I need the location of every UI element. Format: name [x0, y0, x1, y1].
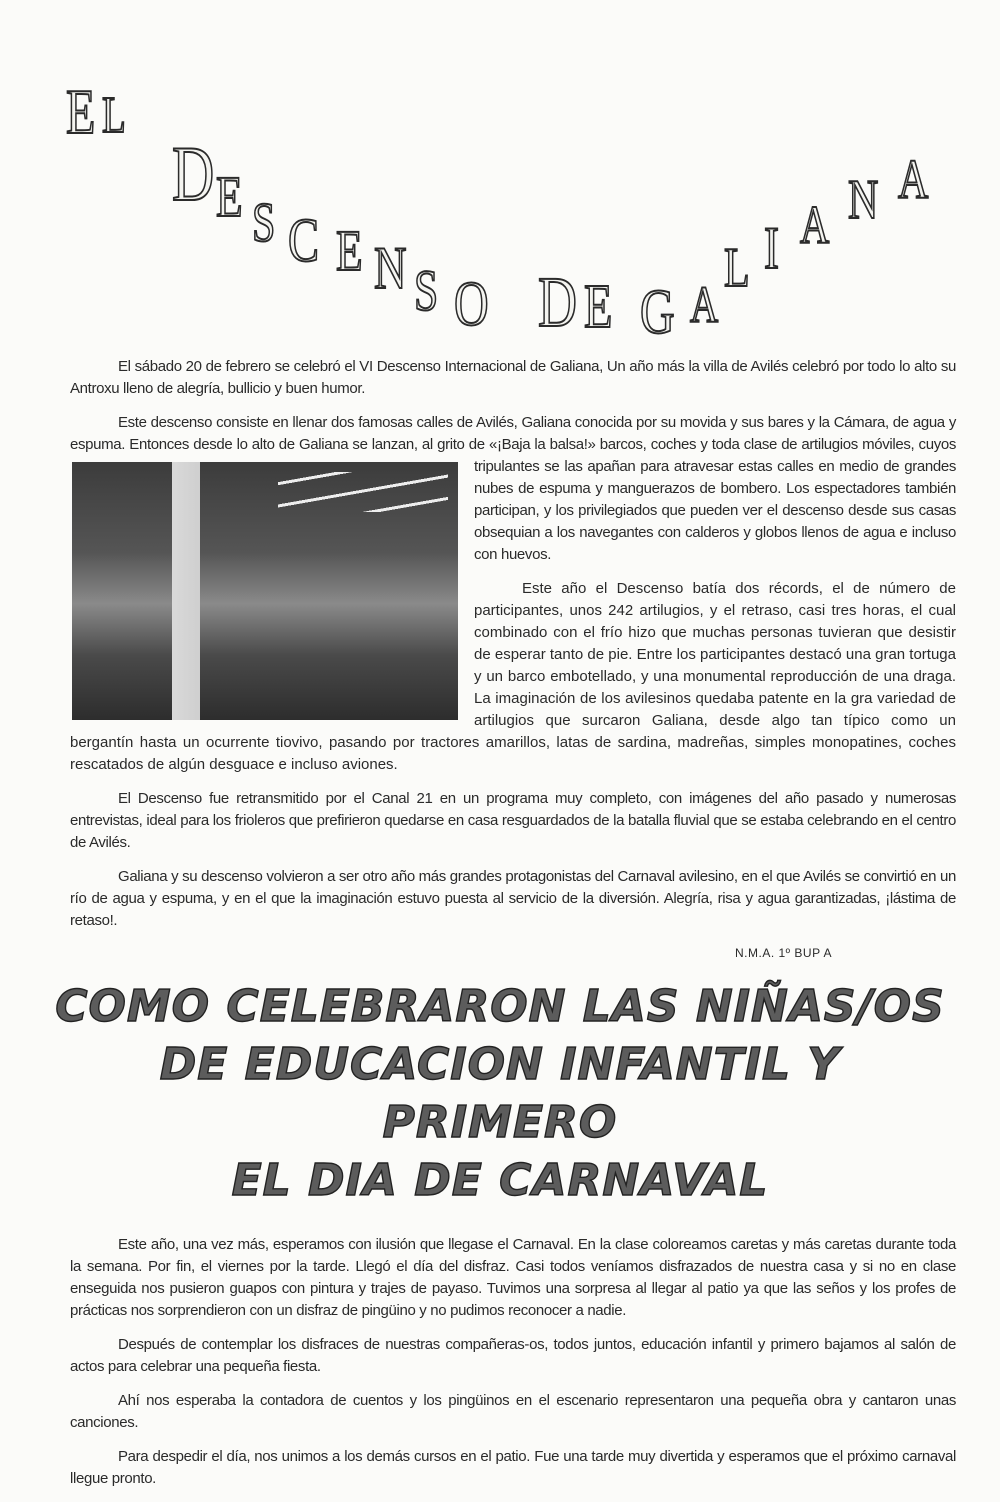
paragraph: Ahí nos esperaba la contadora de cuentos y los pingüinos en el escenario representaron una pequeña obra y cantaron unas canciones. [70, 1392, 956, 1431]
title-letter: N [374, 235, 407, 301]
title-letter: A [800, 195, 830, 255]
paragraph: Galiana y su descenso volvieron a ser otro año más grandes protagonistas del Carnaval avilesino, en el que Avilés se convirtió en un río de agua y espuma, y en el que la imaginación estuvo puesta al servicio de la diversión. Alegría, risa y agua garantizadas, ¡lástima de retaso!. [70, 868, 956, 929]
paragraph: Después de contemplar los disfraces de nuestras compañeras-os, todos juntos, educación infantil y primero bajamos al salón de actos para celebrar una pequeña fiesta. [70, 1336, 956, 1375]
author-signature: N.M.A. 1º BUP A [735, 946, 833, 960]
title-letter: C [288, 207, 320, 275]
paragraph: El sábado 20 de febrero se celebró el VI Descenso Internacional de Galiana, Un año más la villa de Avilés celebró por todo lo alto su Antroxu lleno de alegría, bullicio y buen humor. [70, 358, 956, 397]
title-letter: L [724, 237, 750, 299]
title-letter: D [538, 262, 577, 342]
headline-line: DE EDUCACION INFANTIL Y PRIMERO [159, 1039, 841, 1148]
paragraph: Este descenso consiste en llenar dos famosas calles de Avilés, Galiana conocida por su movida y sus bares y la Cámara, de agua y espuma. Entonces desde lo alto de Galiana se lanzan, al grito de «¡Baja la balsa!» barcos, coches y toda clase de artilugios móviles, cuyos tripulantes se las apañan para atravesar estas calles en medio de grandes nubes de espuma y manguerazos de bombero. Los espectadores también participan, y los privilegiados que pueden ver el descenso desde sus casas obsequian a los navegantes con calderos y globos llenos de agua e incluso con huevos. [70, 414, 956, 563]
title-letter: L [102, 87, 126, 144]
article-carnaval [70, 1234, 956, 1490]
title-letter: I [764, 215, 779, 281]
carnival-photo [72, 462, 458, 720]
title-letter: O [454, 268, 489, 339]
paragraph: Este año, una vez más, esperamos con ilusión que llegase el Carnaval. En la clase coloreamos caretas y más caretas durante toda la semana. Por fin, el viernes por la tarde. Llegó el día del disfraz. Casi todos veníamos disfrazados de nuestra casa y si no en clase enseguida nos pusieron guapos con pintura y trajes de payaso. Tuvimos una sorpresa al llegar al patio ya que las seños y los profes de prácticas nos sorprendieron con un disfraz de pingüino y no pudimos reconocer a nadie. [70, 1236, 956, 1319]
title-letter: S [252, 192, 276, 254]
title-letter: E [584, 273, 613, 341]
paragraph: Este año el Descenso batía dos récords, el de número de participantes, unos 242 artilugios, y el retraso, casi tres horas, el cual combinado con el frío hizo que muchas personas tuvieran que desistir de esperar tanto de pie. Entre los participantes destacó una gran tortuga y un barco embotellado, y una monumental reproducción de una draga. La imaginación de los avilesinos quedaba patente en la gra variedad de artilugios que surcaron Galiana, desde algo tan típico como un bergantín hasta un ocurrente tiovivo, pasando por tractores amarillos, latas de sardina, madreñas, simples monopatines, coches rescatados de algún desguace e incluso aviones. [70, 580, 956, 773]
paragraph: Para despedir el día, nos unimos a los demás cursos en el patio. Fue una tarde muy divertida y esperamos que el próximo carnaval llegue pronto. [70, 1448, 956, 1487]
article-headline [40, 978, 960, 1210]
title-letter: S [414, 258, 439, 323]
title-letter: D [172, 130, 215, 217]
article-descenso [70, 356, 956, 944]
title-letter: G [640, 276, 675, 347]
paragraph: El Descenso fue retransmitido por el Canal 21 en un programa muy completo, con imágenes del año pasado y numerosas entrevistas, ideal para los frioleros que prefirieron quedarse en casa resguardados de la batalla fluvial que se estaba celebrando en el centro de Avilés. [70, 790, 956, 851]
title-letter: A [898, 149, 929, 211]
headline-line: COMO CELEBRARON LAS NIÑAS/OS [55, 981, 945, 1032]
article-title [0, 0, 1000, 350]
title-letter: E [66, 76, 96, 147]
title-letter: N [848, 169, 879, 231]
title-letter: E [336, 218, 363, 283]
title-letter: A [690, 277, 719, 334]
headline-line: EL DIA DE CARNAVAL [231, 1155, 769, 1206]
title-letter: E [216, 164, 243, 229]
